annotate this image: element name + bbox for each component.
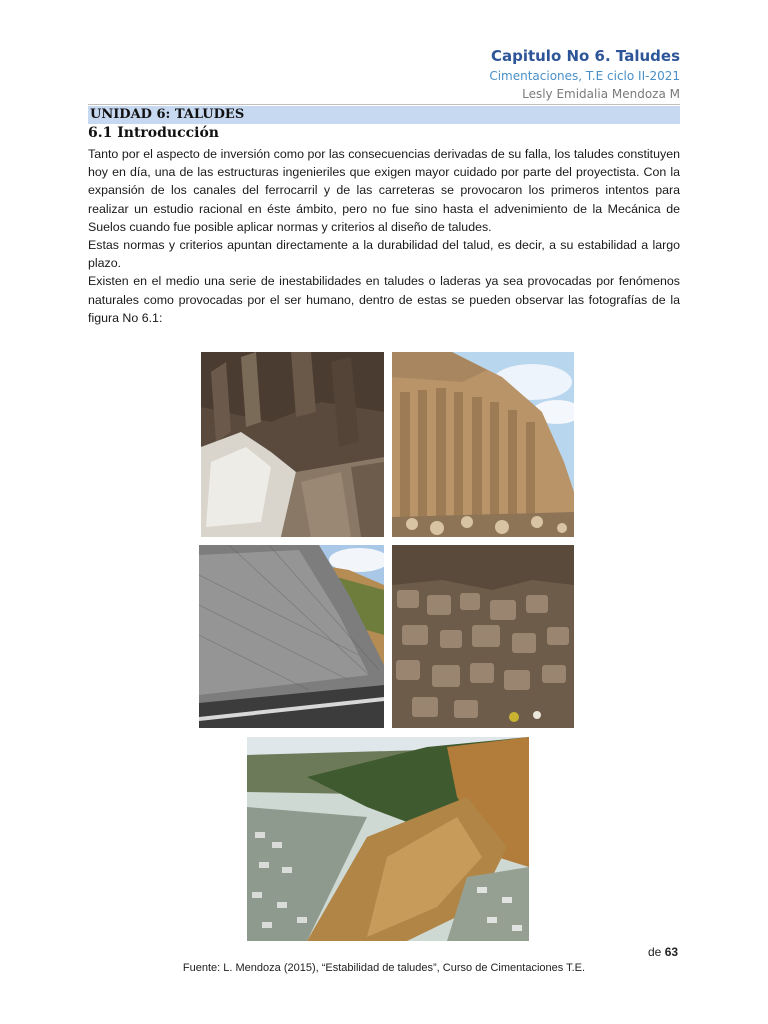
figure-caption: Fuente: L. Mendoza (2015), “Estabilidad de taludes”, Curso de Cimentaciones T.E.	[182, 962, 586, 974]
page-header	[489, 46, 680, 103]
author-name: Lesly Emidalia Mendoza M	[522, 87, 680, 101]
photo-basalt-columns	[392, 352, 574, 537]
header-divider	[88, 104, 680, 105]
paragraph: Existen en el medio una serie de inestabilidades en taludes o laderas ya sea provocadas por fenómenos naturales como provocadas por el ser humano, dentro de estas se pueden observar las fotografías de la figura No 6.1:	[88, 274, 680, 325]
paragraph: Estas normas y criterios apuntan directamente a la durabilidad del talud, es decir, a su estabilidad a largo plazo.	[88, 238, 680, 271]
course-name: Cimentaciones, T.E ciclo II-2021	[489, 69, 680, 83]
page-number	[648, 945, 678, 959]
chapter-title: Capitulo No 6. Taludes	[490, 47, 680, 65]
section-heading: 6.1 Introducción	[88, 125, 219, 141]
page-number-value: 63	[664, 945, 679, 959]
photo-rock-cut	[201, 352, 384, 537]
body-text	[88, 145, 680, 327]
photo-landslide-aerial	[247, 737, 529, 941]
page-number-prefix: de	[648, 945, 662, 959]
photo-meshed-slope	[199, 545, 384, 728]
paragraph: Tanto por el aspecto de inversión como por las consecuencias derivadas de su falla, los taludes constituyen hoy en día, una de las estructuras ingenieriles que exigen mayor cuidado por parte del proyectista. Con la expansión de los canales del ferrocarril y de las carreteras se provocaron los primeros intentos para realizar un estudio racional en éste ámbito, pero no fue sino hasta el advenimiento de la Mecánica de Suelos cuando fue posible aplicar normas y criterios al diseño de taludes.	[88, 147, 680, 234]
unit-heading: UNIDAD 6: TALUDES	[88, 106, 680, 124]
photo-fallen-blocks	[392, 545, 574, 728]
